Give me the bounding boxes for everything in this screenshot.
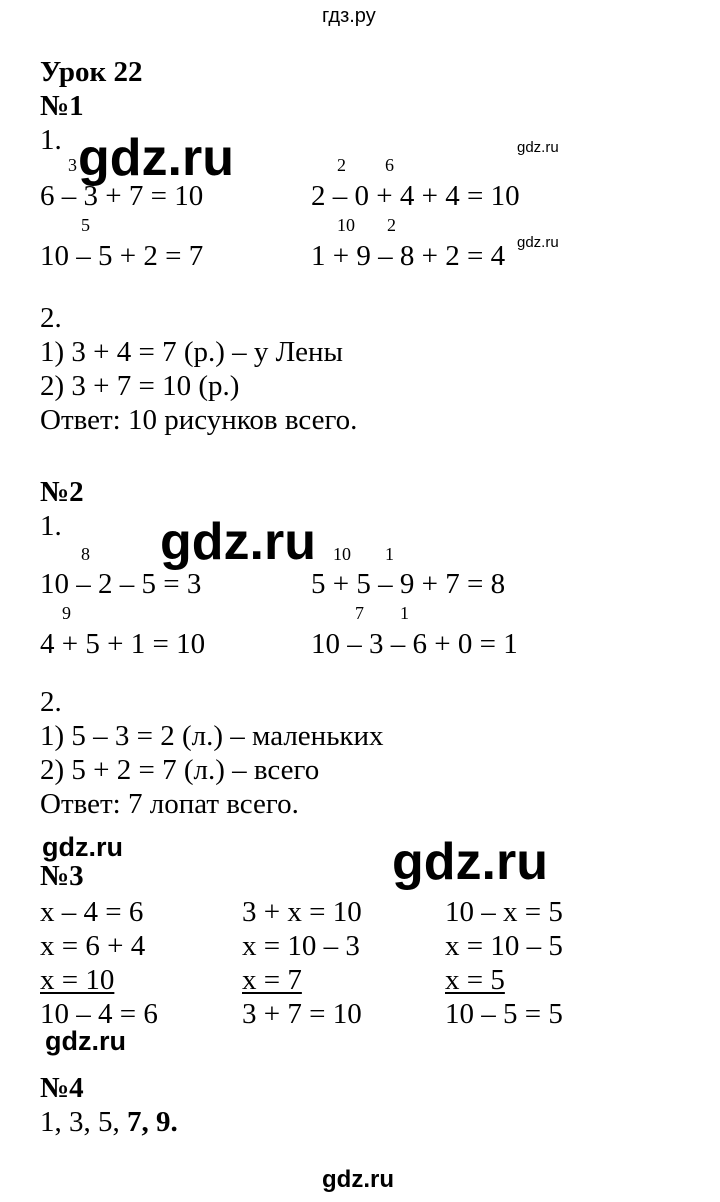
- eq-hint: 2: [337, 155, 346, 175]
- equation-step: 3 + x = 10: [242, 896, 362, 928]
- equation-check: 10 – 5 = 5: [445, 998, 563, 1030]
- answer-line: Ответ: 10 рисунков всего.: [40, 404, 358, 436]
- task-3-heading: №3: [40, 860, 84, 892]
- watermark: gdz.ru: [392, 833, 548, 891]
- equation-step: x = 6 + 4: [40, 930, 146, 962]
- sequence-answer: 7, 9.: [127, 1106, 178, 1138]
- equation-result: x = 7: [242, 964, 302, 996]
- watermark: gdz.ru: [160, 513, 316, 571]
- equation-result: x = 5: [445, 964, 505, 996]
- eq-hint: 6: [385, 155, 394, 175]
- equation-step: x – 4 = 6: [40, 896, 144, 928]
- eq-hint: 1: [385, 544, 394, 564]
- sequence-given: 1, 3, 5,: [40, 1106, 127, 1138]
- equation-check: 10 – 4 = 6: [40, 998, 158, 1030]
- equation-step: x = 10 – 3: [242, 930, 360, 962]
- footer-watermark: gdz.ru: [322, 1166, 394, 1193]
- solution-line: 2) 3 + 7 = 10 (р.): [40, 370, 240, 402]
- task-4-heading: №4: [40, 1072, 84, 1104]
- solution-line: 1) 5 – 3 = 2 (л.) – маленьких: [40, 720, 384, 752]
- task-2-heading: №2: [40, 476, 84, 508]
- equation-check: 3 + 7 = 10: [242, 998, 362, 1030]
- watermark-medium: gdz.ru: [45, 1026, 126, 1056]
- equation: 2 – 0 + 4 + 4 = 10: [311, 180, 520, 212]
- solution-line: 2) 5 + 2 = 7 (л.) – всего: [40, 754, 320, 786]
- equation: 1 + 9 – 8 + 2 = 4: [311, 240, 506, 272]
- equation: 10 – 5 + 2 = 7: [40, 240, 204, 272]
- answer-line: Ответ: 7 лопат всего.: [40, 788, 299, 820]
- equation: 10 – 2 – 5 = 3: [40, 568, 202, 600]
- eq-hint: 10: [337, 215, 355, 235]
- eq-hint: 9: [62, 603, 71, 623]
- watermark-small: gdz.ru: [517, 139, 559, 156]
- equation: 10 – 3 – 6 + 0 = 1: [311, 628, 518, 660]
- equation-result: x = 10: [40, 964, 115, 996]
- task-1-part-1-label: 1.: [40, 124, 62, 156]
- site-header: гдз.ру: [322, 5, 376, 27]
- task-2-part-2-label: 2.: [40, 686, 62, 718]
- task-1-heading: №1: [40, 90, 84, 122]
- eq-hint: 10: [333, 544, 351, 564]
- task-1-part-2-label: 2.: [40, 302, 62, 334]
- equation: 4 + 5 + 1 = 10: [40, 628, 206, 660]
- eq-hint: 7: [355, 603, 364, 623]
- lesson-title: Урок 22: [40, 56, 143, 88]
- eq-hint: 2: [387, 215, 396, 235]
- eq-hint: 5: [81, 215, 90, 235]
- equation-step: 10 – x = 5: [445, 896, 563, 928]
- equation-step: x = 10 – 5: [445, 930, 563, 962]
- eq-hint: 1: [400, 603, 409, 623]
- equation: 5 + 5 – 9 + 7 = 8: [311, 568, 506, 600]
- eq-hint: 8: [81, 544, 90, 564]
- eq-hint: 3: [68, 155, 77, 175]
- task-2-part-1-label: 1.: [40, 510, 62, 542]
- watermark-small: gdz.ru: [517, 234, 559, 251]
- equation: 6 – 3 + 7 = 10: [40, 180, 204, 212]
- sequence: [40, 1108, 178, 1137]
- solution-line: 1) 3 + 4 = 7 (р.) – у Лены: [40, 336, 344, 368]
- watermark: gdz.ru: [78, 129, 234, 187]
- watermark-medium: gdz.ru: [42, 832, 123, 862]
